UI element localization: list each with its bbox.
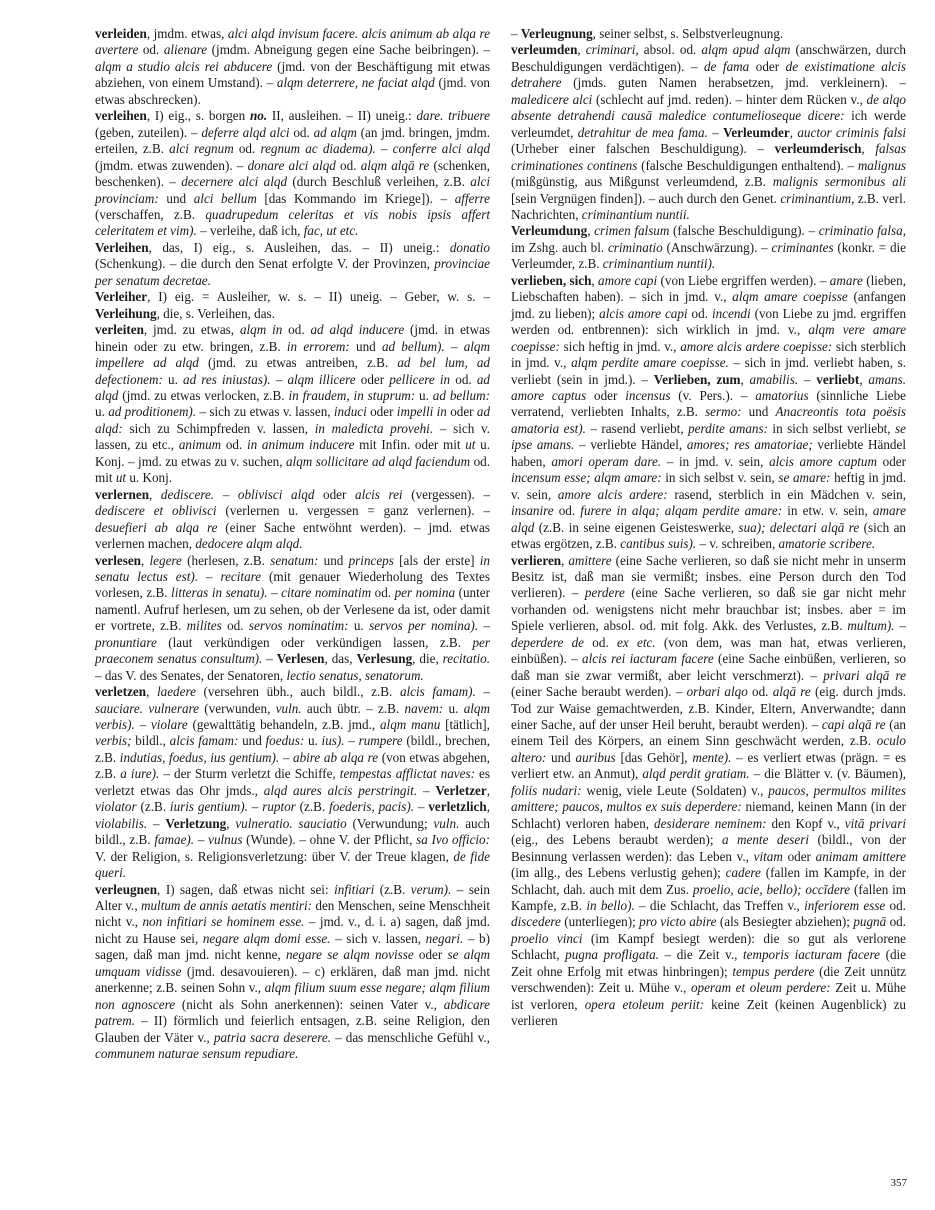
entry-verlernen: verlernen, dediscere. – oblivisci alqd oder alcis rei (vergessen). – dediscere et oblivisci (verlernen u. vergessen = ganz verlernen). – desuefieri ab alqa re (einer Sache entwöhnt werden). – jmd. etwas verlernen machen, dedocere alqm alqd. <box>95 486 491 552</box>
entry-verleihen: verleihen, I) eig., s. borgen no. II, ausleihen. – II) uneig.: dare. tribuere (geben, zuteilen). – deferre alqd alci od. ad alqm (an jmd. bringen, jmdm. erteilen, z.B. alci regnum od. regnum ac diadema). – conferre alci alqd (jmdm. etwas zuwenden). – donare alci alqd od. alqm alqā re (schenken, beschenken). – decernere alci alqd (durch Beschluß verleihen, z.B. alci provinciam: und alci bellum [das Kommando im Kriege]). – afferre (verschaffen, z.B. quadrupedum celeritas et vis nobis ipsis affert celeritatem et vim). – verleihe, daß ich, fac, ut etc. <box>95 108 491 239</box>
entry-verleiden: verleiden, jmdm. etwas, alci alqd invisum facere. alcis animum ab alqa re avertere od. alienare (jmdm. Abneigung gegen eine Sache beibringen). – alqm a studio alcis rei abducere (jmd. von der Beschäftigung mit etwas abziehen, von einem Umstand). – alqm deterrere, ne faciat alqd (jmd. von etwas abschrecken). <box>95 26 491 107</box>
right-column <box>511 26 906 1030</box>
entry-verleugnen: verleugnen, I) sagen, daß etwas nicht sei: infitiari (z.B. verum). – sein Alter v., multum de annis aetatis mentiri: den Menschen, seine Menschheit nicht v., non infitiari se hominem esse. – jmd. v., d. i. a) sagen, daß jmd. nicht zu Hause sei, negare alqm domi esse. – sich v. lassen, negari. – b) sagen, daß man jmd. nicht kenne, negare se alqm novisse oder se alqm umquam vidisse (jmd. desavouieren). – c) erklären, daß man jmd. nicht anerkenne; z.B. seinen Sohn v., alqm filium suum esse negare; alqm filium non agnoscere (nicht als Sohn anerkennen): seinen Vater v., abdicare patrem. – II) förmlich und feierlich entsagen, z.B. seine Religion, den Glauben der Väter v., patria sacra deserere. – das menschliche Gefühl v., communem naturae sensum repudiare. <box>95 881 491 1062</box>
dictionary-page <box>95 26 907 1191</box>
entry-verlesen: verlesen, legere (herlesen, z.B. senatum: und princeps [als der erste] in senatu lectus est). – recitare (mit genauer Wiederholung des Textes vorlesen, z.B. litteras in senatu). – citare nominatim od. per nomina (unter namentl. Aufruf herlesen, um zu sehen, ob der Verlesene da ist, oder damit er vortrete, z.B. milites od. servos nominatim: u. servos per nomina). – pronuntiare (laut verkündigen oder verkündigen lassen, z.B. per praeconem senatus consultum). – Verlesen, das, Verlesung, die, recitatio. – das V. des Senates, der Senatoren, lectio senatus, senatorum. <box>95 552 491 683</box>
page-number: 357 <box>890 1177 907 1189</box>
entry-verleumden: verleumden, criminari, absol. od. alqm apud alqm (anschwärzen, durch Beschuldigungen verdächtigen). – de fama oder de existimatione alcis detrahere (jmds. guten Namen herabsetzen, jmd. verkleinern). – maledicere alci (schlecht auf jmd. reden). – hinter dem Rücken v., de alqo absente detrahendi causā maledice contumelioseque dicere: ich werde verleumdet, detrahitur de mea fama. – Verleumder, auctor criminis falsi (Urheber einer falschen Beschuldigung). – verleumderisch, falsas criminationes continens (falsche Beschuldigungen enthaltend). – malignus (mißgünstig, aus Mißgunst verleumdend, z.B. malignis sermonibus ali [sein Vergnügen finden]). – auch durch den Genet. criminantium, z.B. verl. Nachrichten, criminantium nuntii. <box>511 42 907 222</box>
entry-verleiten: verleiten, jmd. zu etwas, alqm in od. ad alqd inducere (jmd. in etwas hinein oder zu etw. bringen, z.B. in errorem: und ad bellum). – alqm impellere ad alqd (jmd. zu etwas antreiben, z.B. ad bel lum, ad defectionem: u. ad res iniustas). – alqm illicere oder pellicere in od. ad alqd (jmd. zu etwas verlocken, z.B. in fraudem, in stuprum: u. ad bellum: u. ad proditionem). – sich zu etwas v. lassen, induci oder impelli in oder ad alqd: sich zu Schimpfreden v. lassen, in maledicta provehi. – sich v. lassen, zu etc., animum od. in animum inducere mit Infin. oder mit ut u. Konj. – jmd. zu etwas zu v. suchen, alqm sollicitare ad alqd faciendum od. mit ut u. Konj. <box>95 322 491 486</box>
left-column <box>95 26 490 1063</box>
entry-Verleugnung: – Verleugnung, seiner selbst, s. Selbstverleugnung. <box>511 26 784 41</box>
entry-Verleihen-noun: Verleihen, das, I) eig., s. Ausleihen, das. – II) uneig.: donatio (Schenkung). – die durch den Senat erfolgte V. der Provinzen, provinciae per senatum decretae. <box>95 239 490 288</box>
entry-verletzen: verletzen, laedere (versehren übh., auch bildl., z.B. alcis famam). – sauciare. vulnerare (verwunden, vuln. auch übtr. – z.B. navem: u. alqm verbis). – violare (gewalttätig behandeln, z.B. jmd., alqm manu [tätlich], verbis; bildl., alcis famam: und foedus: u. ius). – rumpere (bildl., brechen, z.B. indutias, foedus, ius gentium). – abire ab alqa re (von etwas abgehen, z.B. a iure). – der Sturm verletzt die Schiffe, tempestas afflictat naves: es verletzt etwas das Ohr jmds., alqd aures alcis perstringit. – Verletzer, violator (z.B. iuris gentium). – ruptor (z.B. foederis, pacis). – verletzlich, violabilis. – Verletzung, vulneratio. sauciatio (Verwundung; vuln. auch bildl., z.B. famae). – vulnus (Wunde). – ohne V. der Pflicht, sa Ivo officio: V. der Religion, s. Religionsverletzung: über V. der Treue klagen, de fide queri. <box>95 684 491 881</box>
entry-verlieben: verlieben, sich, amore capi (von Liebe ergriffen werden). – amare (lieben, Liebschaften haben). – sich in jmd. v., alqm amare coepisse (anfangen jmd. zu lieben); alcis amore capi od. incendi (von Liebe zu jmd. ergriffen werden od. entbrennen): sich wirklich in jmd. v., alqm vere amare coepisse: sich heftig in jmd. v., amore alcis ardere coepisse: sich sterblich in jmd. v., alqm perdite amare coepisse. – sich in jmd. verliebt haben, s. verliebt (sein in jmd.). – Verlieben, zum, amabilis. – verliebt, amans. amore captus oder incensus (v. Pers.). – amatorius (sinnliche Liebe verratend, verliebten Inhalts, z.B. sermo: und Anacreontis tota poësis amatoria est). – rasend verliebt, perdite amans: in sich selbst verliebt, se ipse amans. – verliebte Händel, amores; res amatoriae; verliebte Händel haben, amori operam dare. – in jmd. v. sein, alcis amore captum oder incensum esse; alqm amare: in sich selbst v. sein, se amare: heftig in jmd. v. sein, amore alcis ardere: rasend, sterblich in ein Mädchen v. sein, insanire od. furere in alqa; alqam perdite amare: in etw. v. sein, amare alqd (z.B. in seine eigenen Geisteswerke, sua); delectari alqā re (sich an etwas ergötzen, z.B. cantibus suis). – v. schreiben, amatorie scribere. <box>511 272 907 552</box>
entry-verlieren: verlieren, amittere (eine Sache verlieren, so daß sie nicht mehr in unserm Besitz ist, daß man sie vermißt; insbes. eine Person durch den Tod verlieren). – perdere (eine Sache verlieren, so daß sie gar nicht mehr vorhanden od. wenigstens nicht mehr brauchbar ist; insbes. aber = im Spiele verlieren, absol. od. mit folg. Akk. des Verlustes, z.B. multum). – deperdere de od. ex etc. (von dem, was man hat, etwas verlieren, einbüßen). – alcis rei iacturam facere (eine Sache einbüßen, verlieren, so daß man sie zwar vermißt, aber leicht verschmerzt). – privari alqā re (einer Sache beraubt werden). – orbari alqo od. alqā re (eig. durch jmds. Tod zur Waise gemachtwerden, z.B. Kinder, Eltern, Anverwandte; dann einer Sache, auf der unser Heil beruht, beraubt werden). – capi alqā re (an einem Teil des Körpers, an einem Sinn geschwächt werden, z.B. oculo altero: und auribus [das Gehör], mente). – es verliert etwas (prägn. = es verliert etw. an Anmut), alqd perdit gratiam. – die Blätter v. (v. Bäumen), foliis nudari: wenig, viele Leute (Soldaten) v., paucos, permultos milites amittere; paucos, multos ex suis deperdere: niemand, keinen Mann (in der Schlacht) verloren haben, desiderare neminem: den Kopf v., vitā privari (eig., des Lebens beraubt werden); a mente deseri (bildl., von der Besinnung verlassen werden): das Leben v., vitam oder animam amittere (im allg., des Lebens verlustig gehen); cadere (fallen im Kampfe, in der Schlacht, dah. auch mit dem Zus. proelio, acie, bello); occĭdere (fallen im Kampfe, z.B. in bello). – die Schlacht, das Treffen v., inferiorem esse od. discedere (unterliegen); pro victo abire (als Besiegter abziehen); pugnā od. proelio vinci (im Kampf besiegt werden): die so gut als verlorene Schlacht, pugna profligata. – die Zeit v., temporis iacturam facere (die Zeit ohne Erfolg mit etwas hinbringen); tempus perdere (die Zeit unnütz verschwenden): Zeit u. Mühe v., operam et oleum perdere: Zeit u. Mühe ist verloren, opera etoleum periit: keine Zeit (keinen Augenblick) zu verlieren <box>511 552 907 1029</box>
entry-Verleiher: Verleiher, I) eig. = Ausleiher, w. s. – II) uneig. – Geber, w. s. – Verleihung, die, s. Verleihen, das. <box>95 289 490 321</box>
entry-Verleumdung: Verleumdung, crimen falsum (falsche Beschuldigung). – criminatio falsa, im Zshg. auch bl. criminatio (Anschwärzung). – criminantes (konkr. = die Verleumder, z.B. criminantium nuntii). <box>511 223 906 272</box>
